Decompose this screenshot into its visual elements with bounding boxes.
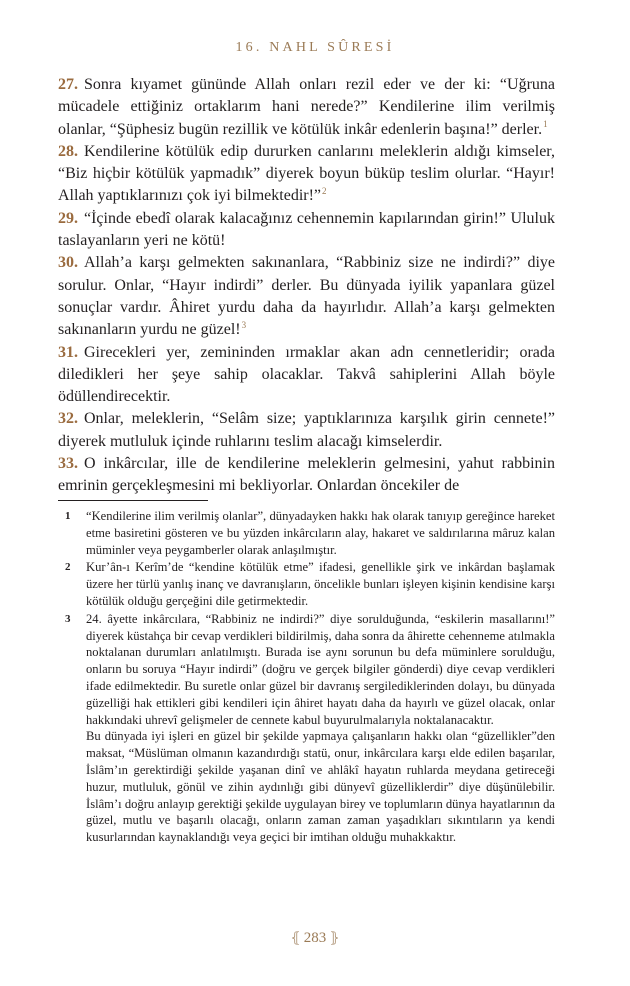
footnote-reference[interactable]: 2 bbox=[322, 186, 327, 197]
footnote-body bbox=[86, 559, 555, 609]
verse-block bbox=[58, 74, 555, 498]
verse-29 bbox=[58, 208, 555, 253]
footnotes-block bbox=[58, 508, 555, 847]
left-ornament-icon: ⦃ bbox=[290, 931, 301, 946]
verse-number: 32. bbox=[58, 410, 78, 428]
verse-text: Sonra kıyamet gününde Allah onları rezil eder ve der ki: “Uğruna mücadele ettiğiniz ortaklarım hani nerede?” Kendilerine ilim verilmiş olanlar, “Şüphesiz bugün rezillik ve kötülük inkâr edenlerin başına!” derler. bbox=[58, 76, 555, 138]
verse-number: 33. bbox=[58, 455, 78, 473]
running-head: 16. NAHL SÛRESİ bbox=[235, 40, 395, 55]
verse-number: 31. bbox=[58, 343, 78, 361]
footnote-reference[interactable]: 3 bbox=[241, 319, 247, 330]
footnote-paragraph: 24. âyette inkârcılara, “Rabbiniz ne indirdi?” diye sorulduğunda, “eskilerin masallarını!” diyerek küstahça bir cevap verdikleri bildirilmiş, daha sonra da âhirette cehenneme atılmakla noktalanan durumları anlatılmıştı. Burada ise aynı sorunun bu defa müminlere sorulduğu, onların bu soruya “Hayır indirdi” (doğru ve gerçek bilgiler gönderdi) diye cevap verdikleri ifade edilmektedir. Bu suretle onlar güzel bir davranış sergilediklerinden dolayı, bu dünyada güzelliği hak ettikleri gibi kendileri için âhiret hayatı daha da hayırlı ve güzel olacak, onlar hakkındaki uhrevî gelişmeler de cennete kabul buyurulmalarıyla noktalanacaktır. bbox=[86, 611, 555, 727]
verse-27 bbox=[58, 74, 555, 141]
page-folio bbox=[0, 930, 630, 947]
footnote-paragraph: “Kendilerine ilim verilmiş olanlar”, dünyadayken hakkı hak olarak tanıyıp gereğince hareket etme basiretini gösteren ve bu yüzden inkârcıların alay, hakaret ve saldırılarına mâruz kalan müminler veya peygamberler olarak anlaşılmıştır. bbox=[86, 509, 555, 557]
verse-number: 27. bbox=[58, 76, 78, 93]
verse-number: 28. bbox=[58, 142, 78, 160]
verse-text: Kendilerine kötülük edip dururken canlarını meleklerin aldığı kimseler, “Biz hiçbir kötülük yapmadık” diyerek boyun büküp teslim olurlar. “Hayır! Allah yaptıklarınızı çok iyi bilmektedir!” bbox=[58, 142, 555, 205]
right-ornament-icon: ⦄ bbox=[329, 931, 340, 946]
footnote-paragraph: Kur’ân-ı Kerîm’de “kendine kötülük etme” ifadesi, genellikle şirk ve inkârdan başlamak üzere her türlü yanlış inanç ve davranışların, öncelikle bunları işleyen kişinin kendisine karşı kötülük olduğu gerçeğini dile getirmektedir. bbox=[86, 560, 555, 608]
page-number: 283 bbox=[303, 930, 327, 946]
footnote-number: 3 bbox=[65, 612, 71, 625]
verse-32 bbox=[58, 408, 555, 453]
verse-28 bbox=[58, 141, 555, 208]
footnote-body bbox=[86, 508, 555, 558]
footnote-1 bbox=[58, 508, 555, 558]
verse-text: “İçinde ebedî olarak kalacağınız cehennemin kapılarından girin!” Ululuk taslayanların yeri ne kötü! bbox=[58, 209, 555, 250]
verse-31 bbox=[58, 342, 555, 409]
footnote-body bbox=[86, 611, 555, 846]
verse-text: Onlar, meleklerin, “Selâm size; yaptıklarınıza karşılık girin cennete!” diyerek mutluluk içinde ruhlarını teslim alacağı kimselerdir. bbox=[58, 410, 555, 450]
footnote-reference[interactable]: 1 bbox=[543, 119, 548, 130]
footnote-2 bbox=[58, 559, 555, 609]
footnote-number: 2 bbox=[65, 561, 71, 574]
footnote-3 bbox=[58, 611, 555, 846]
verse-number: 29. bbox=[58, 209, 78, 227]
footnote-number: 1 bbox=[65, 510, 71, 522]
footnote-divider bbox=[58, 500, 208, 501]
footnote-paragraph: Bu dünyada iyi işleri en güzel bir şekilde yapmaya çalışanların hakkı olan “güzellikler”den maksat, “Müslüman olmanın kazandırdığı statü, onur, inkârcılara karşı elde edilen başarılar, İslâm’ın gerektirdiği şekilde yaşanan dinî ve ahlâkî hayatın ruhlarda meydana getireceği huzur, mutluluk, gönül ve zihin aydınlığı gibi dünyevî güzelliklerdir” diye düşünülebilir. İslâm’ı doğru anlayıp gerektiği şekilde uygulayan birey ve toplumların dünya hayatlarının da güzel, mutlu ve başarılı olacağı, onların zaman zaman yaşadıkları sıkıntıların ya kendi kusurlarından kaynaklandığı veya geçici bir imtihan olduğu muhakkaktır. bbox=[86, 729, 555, 845]
verse-text: Girecekleri yer, zemininden ırmaklar akan adn cennetleridir; orada diledikleri her şeye sahip olacaklar. Takvâ sahiplerini Allah böyle ödüllendirecektir. bbox=[58, 343, 555, 406]
verse-text: O inkârcılar, ille de kendilerine meleklerin gelmesini, yahut rabbinin emrinin gerçekleşmesini mi bekliyorlar. Onlardan öncekiler de bbox=[58, 455, 555, 495]
verse-33 bbox=[58, 453, 555, 498]
verse-text: Allah’a karşı gelmekten sakınanlara, “Rabbiniz size ne indirdi?” diye sorulur. Onlar, “Hayır indirdi” derler. Bu dünyada iyilik yapanlara güzel sonuçlar vardır. Âhiret yurdu daha da hayırlıdır. Allah’a karşı gelmekten sakınanların yurdu ne güzel! bbox=[58, 254, 555, 339]
verse-30 bbox=[58, 252, 555, 341]
verse-number: 30. bbox=[58, 254, 78, 272]
